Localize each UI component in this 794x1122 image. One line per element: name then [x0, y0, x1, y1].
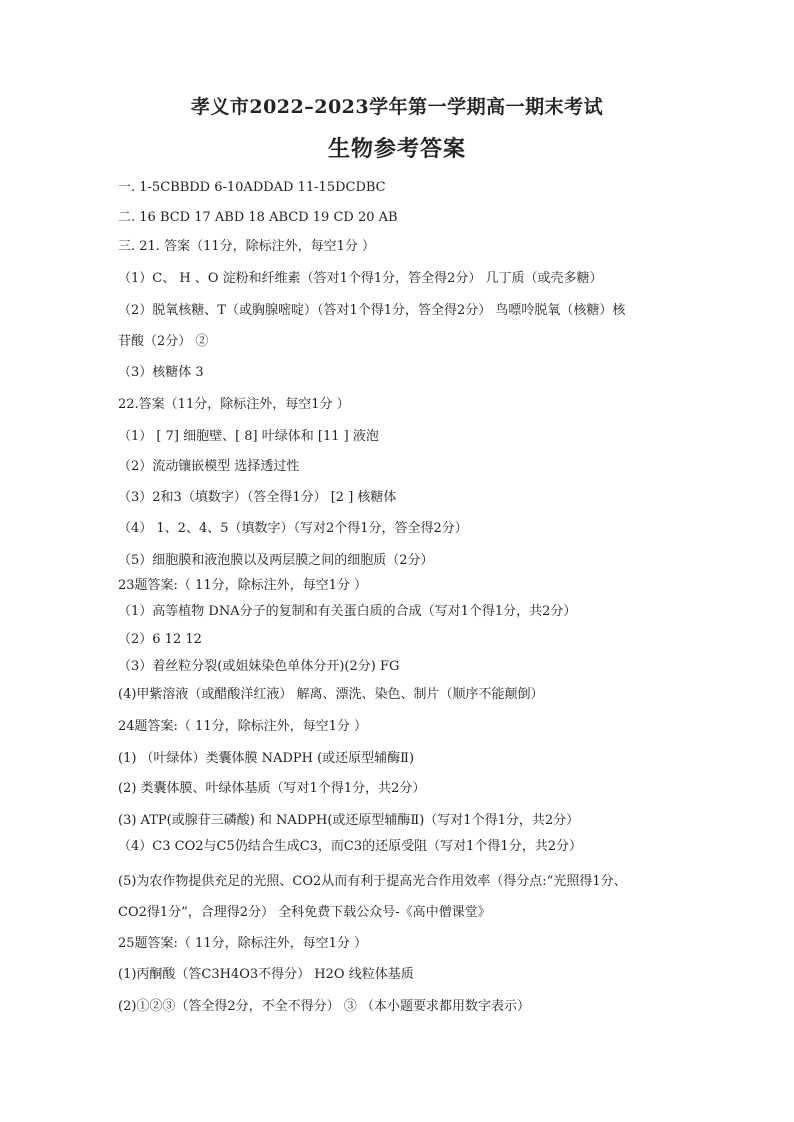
- answer-line: （4） 1、2、4、5（填数字）（写对2个得1分，答全得2分）: [118, 521, 468, 536]
- answer-line: (1) （叶绿体）类囊体膜 NADPH (或还原型辅酶Ⅱ): [118, 751, 415, 766]
- answer-line: 23题答案:（ 11分，除标注外，每空1分 ）: [118, 578, 367, 593]
- answer-line: （1）C、 H 、O 淀粉和纤维素（答对1个得1分，答全得2分） 几丁质（或壳多糖）: [118, 271, 603, 286]
- answer-line: (5)为农作物提供充足的光照、CO2从而有利于提高光合作用效率（得分点:“光照得1分、: [118, 874, 627, 889]
- answer-line: 24题答案:（ 11分，除标注外，每空1分 ）: [118, 719, 367, 734]
- answer-line: （2）脱氧核糖、T（或胸腺嘧啶）（答对1个得1分，答全得2分） 鸟嘌呤脱氧（核糖）核: [118, 303, 626, 318]
- answer-line: （5）细胞膜和液泡膜以及两层膜之间的细胞质（2分）: [118, 553, 434, 568]
- answer-line: （4）C3 CO2与C5仍结合生成C3，而C3的还原受阻（写对1个得1分，共2分）: [118, 839, 582, 854]
- answer-line: 22.答案（11分，除标注外，每空1分 ）: [118, 397, 350, 412]
- answer-line: （3）着丝粒分裂(或姐妹染色单体分开)(2分) FG: [118, 659, 400, 674]
- answer-line: (4)甲紫溶液（或醋酸洋红液） 解离、漂洗、染色、制片（顺序不能颠倒）: [118, 687, 544, 702]
- answer-line: 苷酸（2分） ②: [118, 334, 209, 349]
- answer-line: （2）流动镶嵌模型 选择透过性: [118, 459, 300, 474]
- answer-line: CO2得1分”，合理得2分） 全科免费下载公众号-《高中僧课堂》: [118, 905, 491, 920]
- answer-line: (1)丙酮酸（答C3H4O3不得分） H2O 线粒体基质: [118, 967, 414, 982]
- answer-line: （3）核糖体 3: [118, 365, 204, 380]
- answer-line: （1）高等植物 DNA分子的复制和有关蛋白质的合成（写对1个得1分，共2分）: [118, 604, 577, 619]
- answer-line: 三. 21. 答案（11分，除标注外，每空1分 ）: [118, 239, 376, 254]
- page-title: 孝义市2022–2023学年第一学期高一期末考试: [190, 96, 604, 118]
- answer-line: 二. 16 BCD 17 ABD 18 ABCD 19 CD 20 AB: [118, 210, 398, 225]
- answer-line: （2）6 12 12: [118, 632, 202, 647]
- answer-line: (3) ATP(或腺苷三磷酸) 和 NADPH(或还原型辅酶Ⅱ)（写对1个得1分，共2分）: [118, 813, 580, 828]
- page-subtitle: 生物参考答案: [327, 136, 466, 162]
- answer-line: (2) 类囊体膜、叶绿体基质（写对1个得1分，共2分）: [118, 781, 426, 796]
- answer-line: （1） [ 7] 细胞壁、[ 8] 叶绿体和 [11 ] 液泡: [118, 429, 379, 444]
- answer-line: (2)①②③（答全得2分，不全不得分） ③ （本小题要求都用数字表示）: [118, 999, 530, 1014]
- answer-line: 一. 1-5CBBDD 6-10ADDAD 11-15DCDBC: [118, 180, 386, 195]
- answer-line: 25题答案:（ 11分，除标注外，每空1分 ）: [118, 936, 367, 951]
- answer-line: （3）2和3（填数字）（答全得1分） [2 ] 核糖体: [118, 490, 397, 505]
